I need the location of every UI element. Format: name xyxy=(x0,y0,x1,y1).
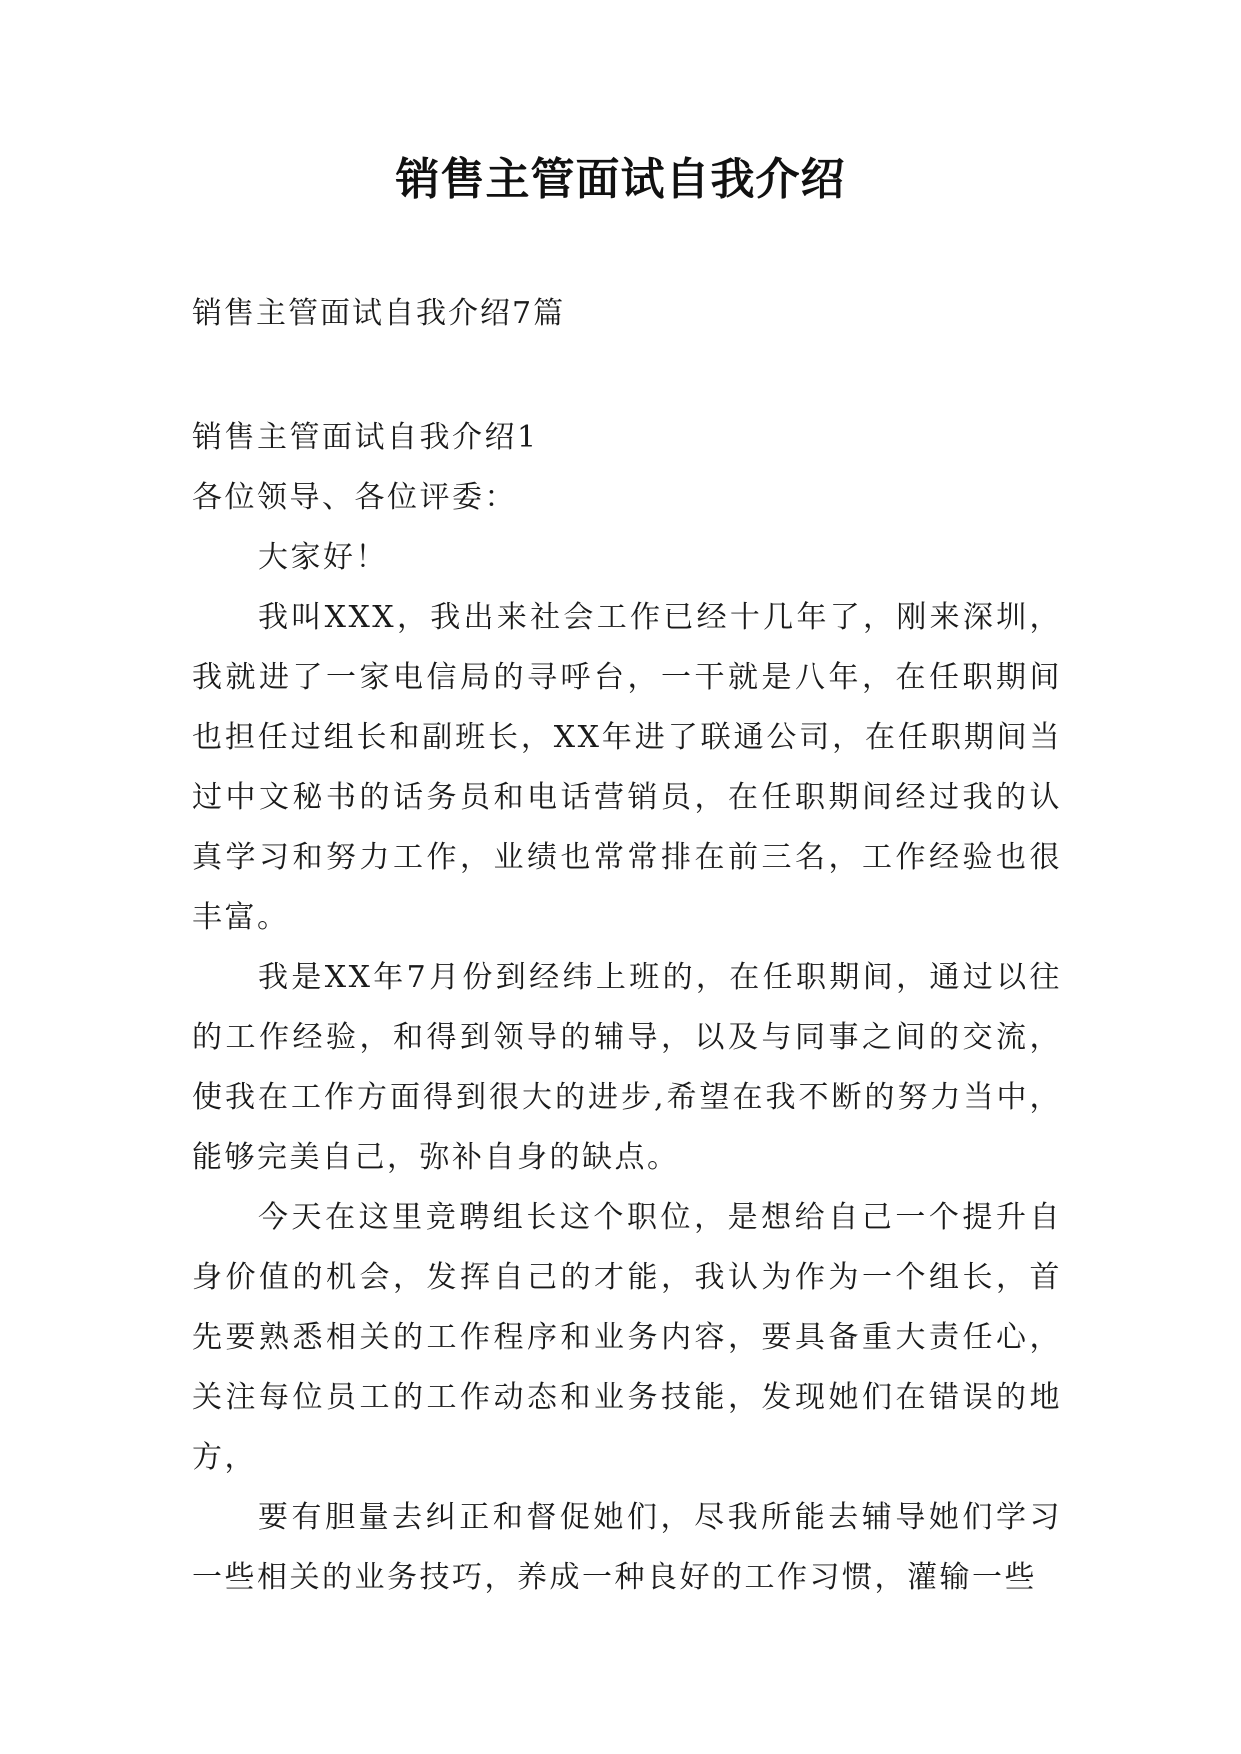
document-body xyxy=(192,408,1062,1608)
salutation: 各位领导、各位评委： xyxy=(192,480,517,515)
document-subtitle: 销售主管面试自我介绍7篇 xyxy=(192,296,566,331)
section-heading: 销售主管面试自我介绍1 xyxy=(192,420,539,455)
greeting: 大家好！ xyxy=(258,540,388,575)
paragraph-4: 要有胆量去纠正和督促她们，尽我所能去辅导她们学习一些相关的业务技巧，养成一种良好的工作习惯，灌输一些 xyxy=(192,1500,1062,1595)
paragraph-2: 我是XX年7月份到经纬上班的，在任职期间，通过以往的工作经验，和得到领导的辅导，以及与同事之间的交流，使我在工作方面得到很大的进步,希望在我不断的努力当中，能够完美自己，弥补自身的缺点。 xyxy=(192,960,1062,1175)
paragraph-1: 我叫XXX，我出来社会工作已经十几年了，刚来深圳，我就进了一家电信局的寻呼台，一干就是八年，在任职期间也担任过组长和副班长，XX年进了联通公司，在任职期间当过中文秘书的话务员和电话营销员，在任职期间经过我的认真学习和努力工作，业绩也常常排在前三名，工作经验也很丰富。 xyxy=(192,600,1062,935)
document-title: 销售主管面试自我介绍 xyxy=(395,154,846,205)
paragraph-3: 今天在这里竞聘组长这个职位，是想给自己一个提升自身价值的机会，发挥自己的才能，我认为作为一个组长，首先要熟悉相关的工作程序和业务内容，要具备重大责任心，关注每位员工的工作动态和业务技能，发现她们在错误的地方， xyxy=(192,1200,1062,1475)
